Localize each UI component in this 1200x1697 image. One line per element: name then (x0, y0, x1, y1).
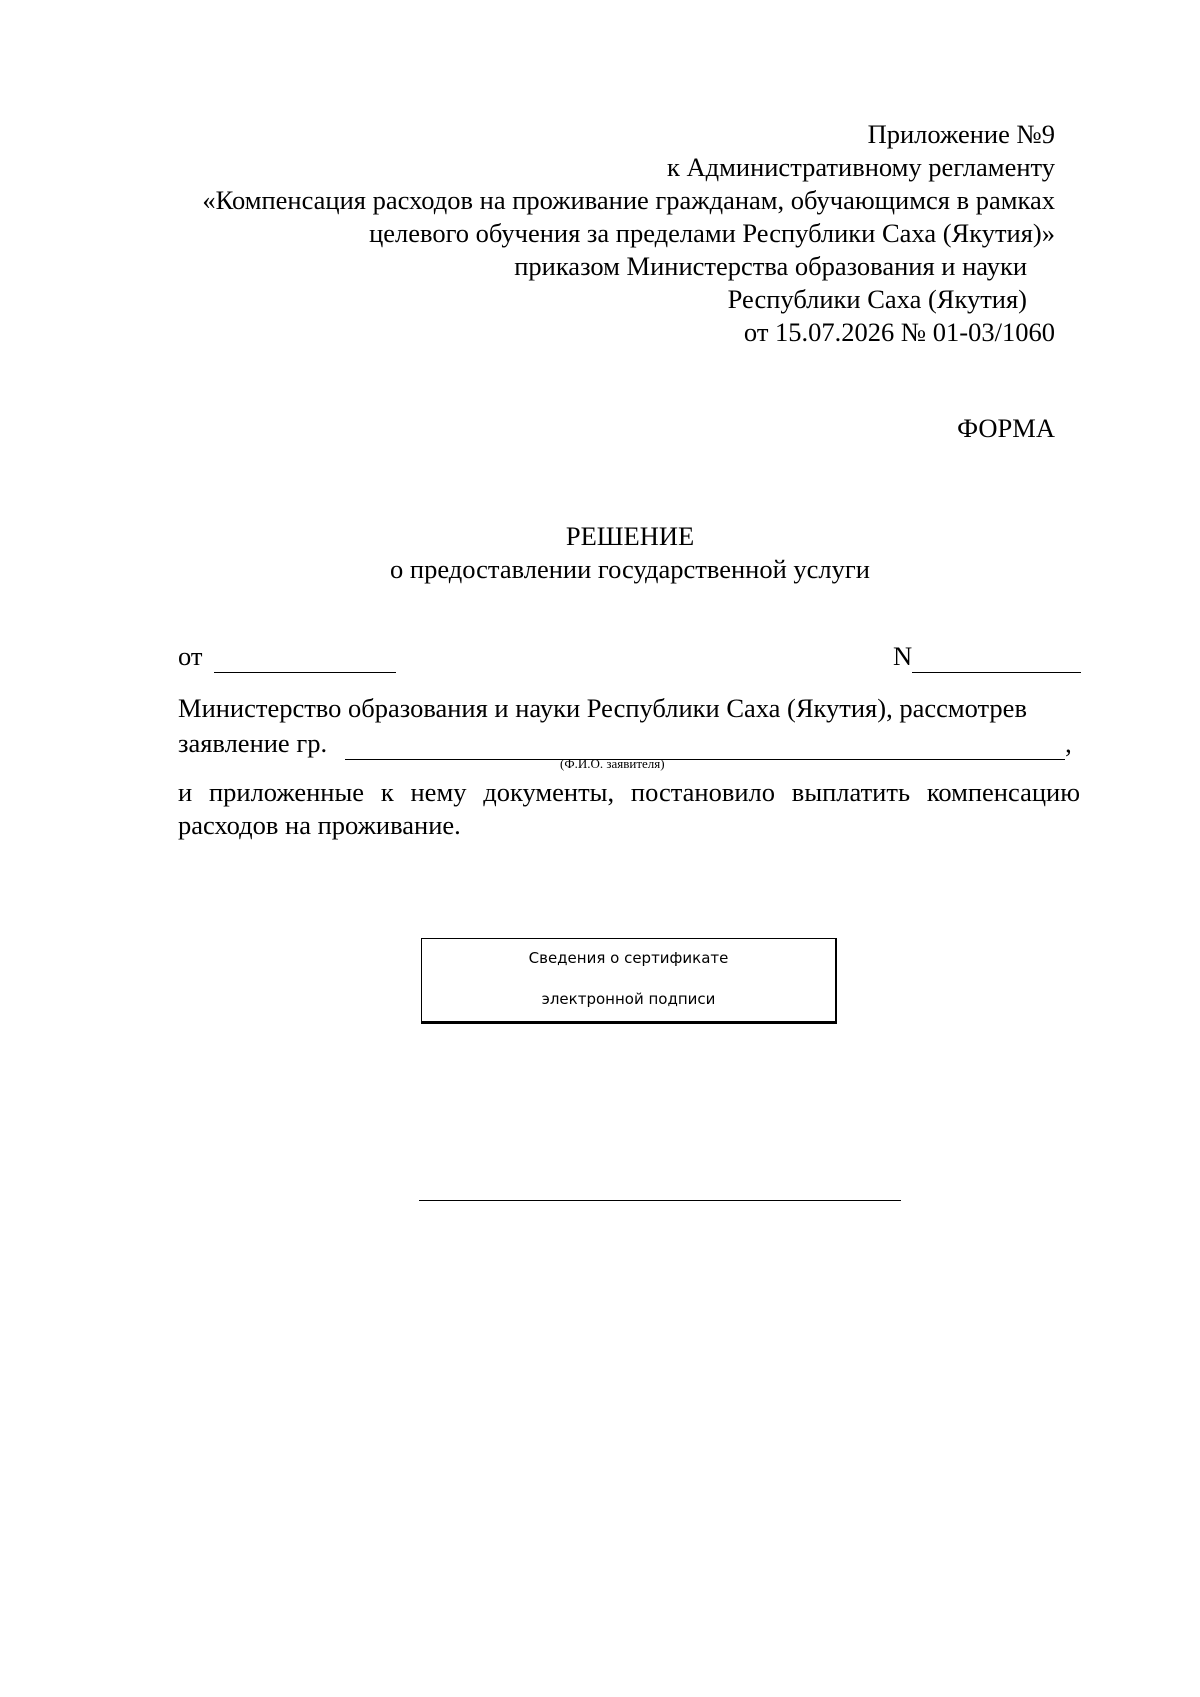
signature-certificate-box (421, 938, 837, 1024)
service-name-line2: целевого обучения за пределами Республики Саха (Якутия)» (369, 218, 1055, 248)
comma: , (1065, 728, 1072, 758)
date-label: от (178, 641, 203, 671)
service-name-line1: «Компенсация расходов на проживание гражданам, обучающимся в рамках (202, 185, 1055, 215)
number-field[interactable] (912, 646, 1081, 673)
document-header (95, 118, 1055, 349)
application-prefix: заявление гр. (178, 728, 328, 758)
order-date: от 15.07.2026 № 01-03/1060 (743, 317, 1055, 347)
date-row (178, 640, 396, 673)
number-row (893, 640, 1081, 673)
fio-caption: (Ф.И.О. заявителя) (560, 756, 665, 771)
order-line2: Республики Саха (Якутия) (727, 284, 1027, 314)
appendix-number: Приложение №9 (867, 119, 1055, 149)
regulation-reference: к Административному регламенту (667, 152, 1055, 182)
form-label: ФОРМА (957, 413, 1055, 443)
signature-line (419, 1200, 901, 1201)
document-subtitle: о предоставлении государственной услуги (390, 554, 870, 584)
signature-box-line2: электронной подписи (541, 990, 716, 1008)
body-line1: Министерство образования и науки Республики Саха (Якутия), рассмотрев (178, 693, 1027, 723)
body-line3: и приложенные к нему документы, постановило выплатить компенсацию (178, 777, 1080, 807)
applicant-name-field[interactable] (345, 733, 1065, 760)
number-label: N (893, 641, 913, 671)
order-line1: приказом Министерства образования и науки (514, 251, 1027, 281)
document-title: РЕШЕНИЕ (565, 521, 695, 551)
date-field[interactable] (214, 646, 396, 673)
body-line4: расходов на проживание. (178, 810, 461, 840)
signature-box-line1: Сведения о сертификате (528, 949, 729, 967)
